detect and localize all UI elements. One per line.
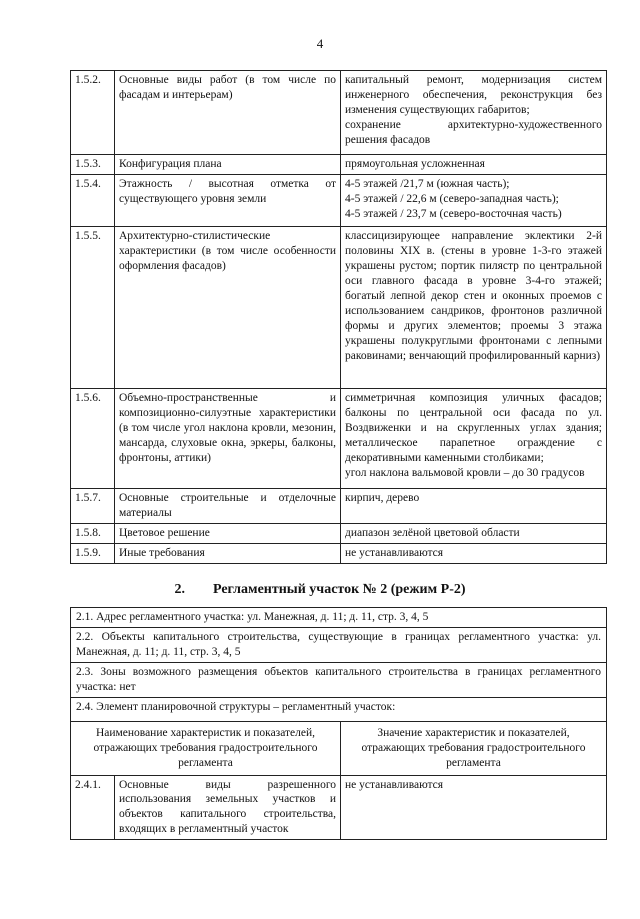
row-value: не устанавливаются	[341, 543, 607, 563]
element-cell: 2.4. Элемент планировочной структуры – регламентный участок:	[71, 697, 607, 721]
row-value: 4-5 этажей /21,7 м (южная часть); 4-5 этажей / 22,6 м (северо-западная часть); 4-5 этажей / 23,7 м (северо-восточная часть)	[341, 175, 607, 227]
row-number: 2.4.1.	[71, 775, 115, 840]
row-name: Основные строительные и отделочные материалы	[115, 489, 341, 524]
row-name: Объемно-пространственные и композиционно-силуэтные характеристики (в том числе угол наклона кровли, мезонин, мансарда, слуховые окна, эркеры, балконы, фронтоны, аттики)	[115, 389, 341, 489]
page-number: 4	[316, 36, 324, 51]
plot-table	[70, 607, 607, 840]
row-number: 1.5.5.	[71, 227, 115, 389]
zones-row	[71, 662, 607, 697]
table-row	[71, 523, 607, 543]
table-row	[71, 775, 607, 840]
table-row	[71, 227, 607, 389]
header-right: Значение характеристик и показателей, отражающих требования градостроительного регламента	[341, 721, 607, 775]
row-name: Цветовое решение	[115, 523, 341, 543]
table-row	[71, 155, 607, 175]
row-name: Архитектурно-стилистические характеристики (в том числе особенности оформления фасадов)	[115, 227, 341, 389]
row-name: Этажность / высотная отметка от существующего уровня земли	[115, 175, 341, 227]
row-value: симметричная композиция уличных фасадов; балконы по центральной оси фасада по ул. Воздвиженки и на скругленных углах здания; металлическое парапетное ограждение с декоративными каменными столбиками; угол наклона вальмовой кровли – до 30 градусов	[341, 389, 607, 489]
row-name: Иные требования	[115, 543, 341, 563]
header-row	[71, 721, 607, 775]
table-row	[71, 389, 607, 489]
row-number: 1.5.2.	[71, 71, 115, 155]
zones-cell: 2.3. Зоны возможного размещения объектов капитального строительства в границах регламентного участка: нет	[71, 662, 607, 697]
objects-row	[71, 627, 607, 662]
address-cell: 2.1. Адрес регламентного участка: ул. Манежная, д. 11; д. 11, стр. 3, 4, 5	[71, 608, 607, 628]
table-row	[71, 175, 607, 227]
row-name: Основные виды работ (в том числе по фасадам и интерьерам)	[115, 71, 341, 155]
table-row	[71, 489, 607, 524]
section-title	[0, 581, 640, 599]
row-value: прямоугольная усложненная	[341, 155, 607, 175]
address-row	[71, 608, 607, 628]
row-value: кирпич, дерево	[341, 489, 607, 524]
row-value: классицизирующее направление эклектики 2-й половины XIX в. (стены в уровне 1-3-го этажей украшены рустом; портик пилястр по центральной оси главного фасада в уровне 3-4-го этажей; богатый лепной декор стен и оконных проемов с использованием сандриков, фронтонов различной формы и других элементов; проемы 3 этажа украшены полукруглыми фронтонами с лепными раковинами; венчающий профилированный карниз)	[341, 227, 607, 389]
row-number: 1.5.9.	[71, 543, 115, 563]
row-number: 1.5.7.	[71, 489, 115, 524]
row-value: капитальный ремонт, модернизация систем инженерного обеспечения, реконструкция без изменения существующих габаритов; сохранение архитектурно-художественного решения фасадов	[341, 71, 607, 155]
row-value: не устанавливаются	[341, 775, 607, 840]
table-row	[71, 543, 607, 563]
element-row	[71, 697, 607, 721]
section-heading: Регламентный участок № 2 (режим Р-2)	[212, 582, 466, 597]
header-left: Наименование характеристик и показателей, отражающих требования градостроительного регламента	[71, 721, 341, 775]
row-value: диапазон зелёной цветовой области	[341, 523, 607, 543]
objects-cell: 2.2. Объекты капитального строительства, существующие в границах регламентного участка: ул. Манежная, д. 11; д. 11, стр. 3, 4, 5	[71, 627, 607, 662]
row-number: 1.5.6.	[71, 389, 115, 489]
row-name: Конфигурация плана	[115, 155, 341, 175]
characteristics-table	[70, 70, 607, 564]
row-number: 1.5.4.	[71, 175, 115, 227]
section-number: 2.	[174, 582, 185, 597]
row-number: 1.5.3.	[71, 155, 115, 175]
row-number: 1.5.8.	[71, 523, 115, 543]
table-row	[71, 71, 607, 155]
row-name: Основные виды разрешенного использования земельных участков и объектов капитального строительства, входящих в регламентный участок	[115, 775, 341, 840]
